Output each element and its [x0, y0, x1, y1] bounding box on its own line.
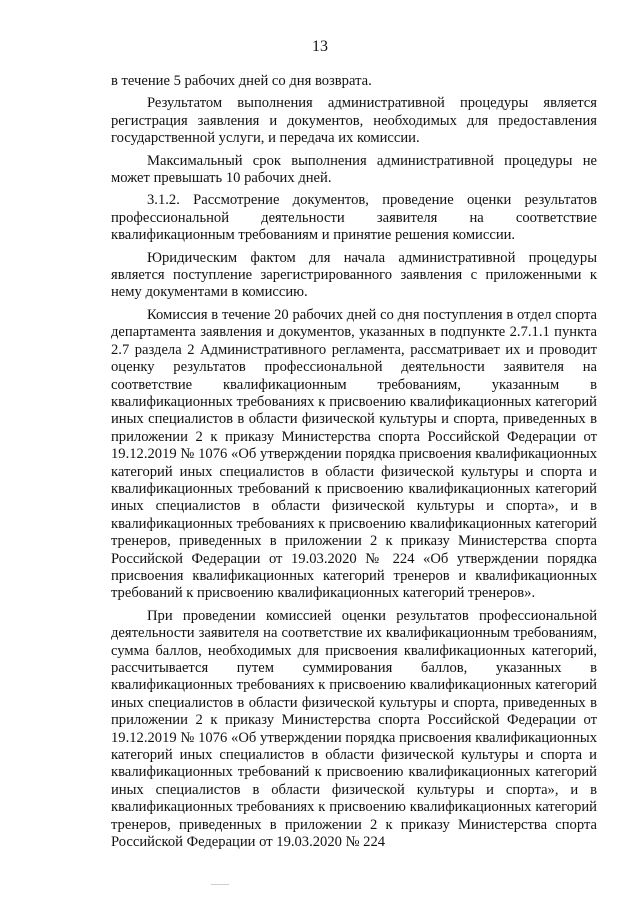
paragraph-score-calculation: При проведении комиссией оценки результатов профессиональной деятельности заявителя на соответствие их квалификационным требованиям, сумма баллов, необходимых для присвоения квалификационных категорий, рассчитывается путем суммирования баллов, указанных в квалификационных требованиях к присвоению квалификационных категорий иных специалистов в области физической культуры и спорта, приведенных в приложении 2 к приказу Министерства спорта Российской Федерации от 19.12.2019 № 1076 «Об утверждении порядка присвоения квалификационных категорий иных специалистов в области физической культуры и спорта и квалификационных требований к присвоению квалификационных категорий иных специалистов в области физической культуры и спорта», и в квалификационных требованиях к присвоению квалификационных категорий тренеров, приведенных в приложении 2 к приказу Министерства спорта Российской Федерации от 19.03.2020 № 224	[111, 607, 597, 851]
paragraph-legal-basis: Юридическим фактом для начала административной процедуры является поступление зарегистрированного заявления с приложенными к нему документами в комиссию.	[111, 249, 597, 301]
paragraph-commission-review: Комиссия в течение 20 рабочих дней со дня поступления в отдел спорта департамента заявления и документов, указанных в подпункте 2.7.1.1 пункта 2.7 раздела 2 Административного регламента, рассматривает их и проводит оценку результатов профессиональной деятельности заявителя на соответствие квалификационным требованиям, указанным в квалификационных требованиях к присвоению квалификационных категорий иных специалистов в области физической культуры и спорта, приведенных в приложении 2 к приказу Министерства спорта Российской Федерации от 19.12.2019 № 1076 «Об утверждении порядка присвоения квалификационных категорий иных специалистов в области физической культуры и спорта и квалификационных требований к присвоению квалификационных категорий иных специалистов в области физической культуры и спорта», и в квалификационных требованиях к присвоению квалификационных категорий тренеров, приведенных в приложении 2 к приказу Министерства спорта Российской Федерации от 19.03.2020 № 224 «Об утверждении порядка присвоения квалификационных категорий тренеров и квалификационных требований к присвоению квалификационных категорий тренеров».	[111, 306, 597, 602]
paragraph-max-duration: Максимальный срок выполнения административной процедуры не может превышать 10 рабочих дней.	[111, 152, 597, 187]
paragraph-procedure-result: Результатом выполнения административной процедуры является регистрация заявления и документов, необходимых для предоставления государственной услуги, и передача их комиссии.	[111, 95, 597, 147]
scan-artifact-line	[211, 884, 229, 885]
document-body	[111, 73, 597, 851]
page-number: 13	[312, 38, 328, 55]
paragraph-section-3-1-2: 3.1.2. Рассмотрение документов, проведение оценки результатов профессиональной деятельности заявителя на соответствие квалификационным требованиям и принятие решения комиссии.	[111, 192, 597, 244]
paragraph-return-deadline: в течение 5 рабочих дней со дня возврата.	[111, 73, 372, 89]
